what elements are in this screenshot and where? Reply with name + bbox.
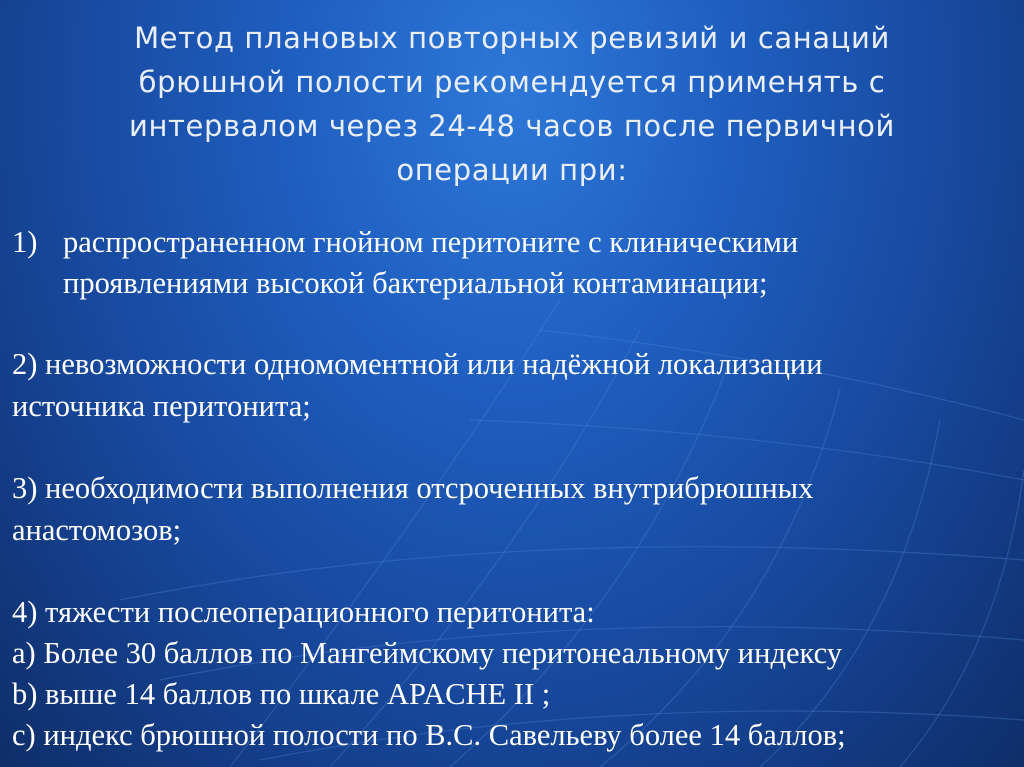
item-1-line-1: распространенном гнойном перитоните с клиническими <box>63 225 799 259</box>
item-3-line-2: анастомозов; <box>12 513 182 547</box>
item-4-subitem-a: a) Более 30 баллов по Мангеймскому перитонеальному индексу <box>12 636 842 670</box>
item-4-subitem-c: c) индекс брюшной полости по В.С. Савельеву более 14 баллов; <box>12 718 846 752</box>
slide-title <box>40 16 984 192</box>
item-3-line-1: 3) необходимости выполнения отсроченных внутрибрюшных <box>12 471 814 505</box>
item-4-line-1: 4) тяжести послеоперационного перитонита: <box>12 595 595 629</box>
item-1-number: 1) <box>12 225 38 259</box>
title-line-2: брюшной полости рекомендуется применять с <box>138 65 886 99</box>
title-line-1: Метод плановых повторных ревизий и санаций <box>134 21 890 55</box>
item-2-line-2: источника перитонита; <box>12 389 311 423</box>
item-4-subitem-b: b) выше 14 баллов по шкале APACHE II ; <box>12 677 551 711</box>
title-line-4: операции при: <box>396 153 628 187</box>
item-2-line-1: 2) невозможности одномоментной или надёжной локализации <box>12 347 823 381</box>
title-line-3: интервалом через 24-48 часов после первичной <box>129 109 895 143</box>
item-1-line-2: проявлениями высокой бактериальной контаминации; <box>63 266 768 300</box>
